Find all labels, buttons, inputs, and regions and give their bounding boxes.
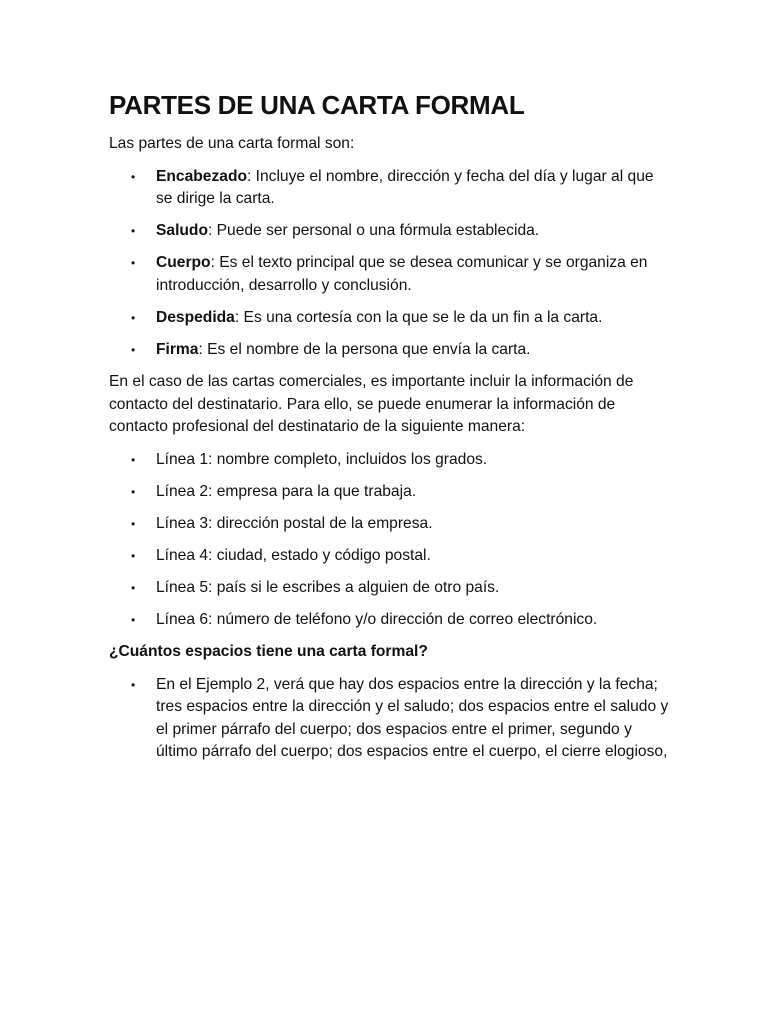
bullet-icon: •	[131, 677, 136, 692]
bullet-icon: •	[131, 516, 136, 531]
list-item	[109, 513, 669, 536]
bullet-icon: •	[131, 484, 136, 499]
term-description: : Es una cortesía con la que se le da un fin a la carta.	[234, 308, 603, 326]
bullet-icon: •	[131, 452, 136, 467]
bullet-icon: •	[131, 169, 136, 184]
bullet-icon: •	[131, 342, 136, 357]
list-item-encabezado	[109, 166, 669, 211]
bullet-icon: •	[131, 224, 136, 238]
list-item-text: Línea 3: dirección postal de la empresa.	[156, 514, 433, 532]
answers-list	[109, 674, 669, 764]
term-label: Despedida	[156, 308, 235, 326]
page-title: PARTES DE UNA CARTA FORMAL	[109, 90, 525, 120]
term-description: : Es el nombre de la persona que envía la carta.	[198, 340, 531, 358]
list-item-saludo	[109, 220, 669, 243]
list-item	[109, 609, 669, 632]
list-item	[109, 545, 669, 568]
term-label: Firma	[156, 340, 199, 358]
list-item-firma	[109, 339, 669, 362]
parts-list	[109, 166, 669, 362]
commercial-paragraph: En el caso de las cartas comerciales, es importante incluir la información de contacto del destinatario. Para ello, se puede enumerar la información de contacto profesional del destinatario de la siguiente manera:	[109, 373, 634, 435]
term-label: Encabezado	[156, 167, 247, 185]
list-item-text: Línea 4: ciudad, estado y código postal.	[156, 546, 431, 564]
term-description: : Es el texto principal que se desea comunicar y se organiza en introducción, desarrollo y conclusión.	[156, 254, 648, 294]
list-item	[109, 577, 669, 600]
list-item-cuerpo	[109, 252, 669, 297]
list-item-text: Línea 5: país si le escribes a alguien de otro país.	[156, 578, 500, 596]
list-item-text: En el Ejemplo 2, verá que hay dos espacios entre la dirección y la fecha; tres espacios entre la dirección y el saludo; dos espacios entre el saludo y el primer párrafo del cuerpo; dos espacios entre el primer, segundo y último párrafo del cuerpo; dos espacios entre el cuerpo, el cierre elogioso,	[156, 675, 669, 760]
list-item-text: Línea 6: número de teléfono y/o dirección de correo electrónico.	[156, 610, 598, 628]
list-item	[109, 481, 669, 504]
list-item	[109, 449, 669, 472]
document-page	[109, 88, 669, 774]
term-description: : Incluye el nombre, dirección y fecha del día y lugar al que se dirige la carta.	[156, 167, 654, 207]
list-item-despedida	[109, 307, 669, 330]
list-item	[109, 674, 669, 764]
bullet-icon: •	[131, 612, 136, 627]
bullet-icon: •	[131, 256, 136, 270]
bullet-icon: •	[131, 310, 136, 325]
bullet-icon: •	[131, 548, 136, 563]
term-label: Saludo	[156, 222, 208, 239]
bullet-icon: •	[131, 580, 136, 595]
list-item-text: Línea 2: empresa para la que trabaja.	[156, 482, 417, 500]
section-question: ¿Cuántos espacios tiene una carta formal?	[109, 643, 428, 660]
list-item-text: Línea 1: nombre completo, incluidos los grados.	[156, 450, 488, 468]
term-description: : Puede ser personal o una fórmula establecida.	[207, 222, 540, 239]
term-label: Cuerpo	[156, 254, 211, 271]
intro-text: Las partes de una carta formal son:	[109, 135, 355, 152]
contact-lines-list	[109, 449, 669, 632]
